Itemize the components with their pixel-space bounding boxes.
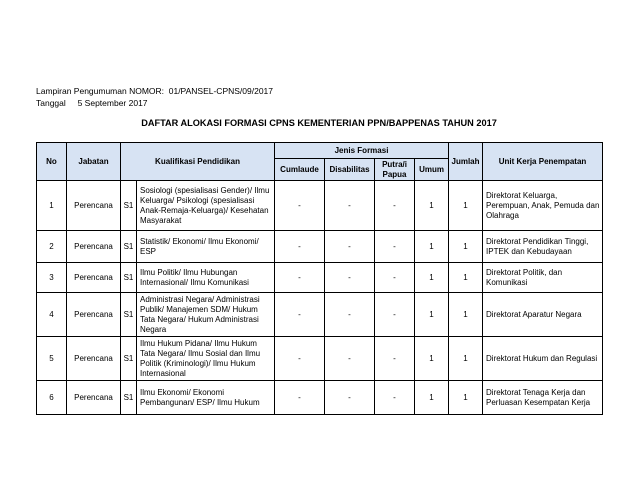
cell-jumlah: 1: [449, 231, 483, 263]
cell-no: 4: [37, 293, 67, 337]
cell-jenjang: S1: [121, 337, 137, 381]
cell-cumlaude: -: [275, 293, 325, 337]
cell-no: 3: [37, 263, 67, 293]
cell-unit: Direktorat Politik, dan Komunikasi: [483, 263, 603, 293]
col-header-putra-papua: Putra/i Papua: [375, 159, 415, 181]
announcement-number: Lampiran Pengumuman NOMOR: 01/PANSEL-CPNS/09/2017: [36, 86, 274, 96]
cell-disabilitas: -: [325, 381, 375, 415]
cell-disabilitas: -: [325, 231, 375, 263]
cell-jenjang: S1: [121, 293, 137, 337]
cell-jenjang: S1: [121, 263, 137, 293]
cell-umum: 1: [415, 181, 449, 231]
cell-putra-papua: -: [375, 293, 415, 337]
col-header-cumlaude: Cumlaude: [275, 159, 325, 181]
col-header-disabilitas: Disabilitas: [325, 159, 375, 181]
cell-cumlaude: -: [275, 263, 325, 293]
cell-cumlaude: -: [275, 181, 325, 231]
col-header-unit-kerja: Unit Kerja Penempatan: [483, 143, 603, 181]
cell-umum: 1: [415, 231, 449, 263]
cell-unit: Direktorat Tenaga Kerja dan Perluasan Kesempatan Kerja: [483, 381, 603, 415]
cell-putra-papua: -: [375, 231, 415, 263]
table-row: [37, 263, 603, 293]
cell-unit: Direktorat Pendidikan Tinggi, IPTEK dan Kebudayaan: [483, 231, 603, 263]
cell-unit: Direktorat Hukum dan Regulasi: [483, 337, 603, 381]
cell-jabatan: Perencana: [67, 231, 121, 263]
formation-table: [36, 142, 603, 415]
col-header-kualifikasi: Kualifikasi Pendidikan: [121, 143, 275, 181]
cell-jenjang: S1: [121, 381, 137, 415]
cell-jumlah: 1: [449, 293, 483, 337]
cell-jenjang: S1: [121, 181, 137, 231]
cell-cumlaude: -: [275, 381, 325, 415]
col-header-jabatan: Jabatan: [67, 143, 121, 181]
cell-no: 6: [37, 381, 67, 415]
cell-disabilitas: -: [325, 263, 375, 293]
cell-cumlaude: -: [275, 231, 325, 263]
cell-jabatan: Perencana: [67, 263, 121, 293]
cell-putra-papua: -: [375, 337, 415, 381]
cell-umum: 1: [415, 293, 449, 337]
cell-kualifikasi: Ilmu Ekonomi/ Ekonomi Pembangunan/ ESP/ Ilmu Hukum: [137, 381, 275, 415]
cell-disabilitas: -: [325, 337, 375, 381]
col-header-no: No: [37, 143, 67, 181]
cell-putra-papua: -: [375, 381, 415, 415]
cell-jabatan: Perencana: [67, 293, 121, 337]
cell-jumlah: 1: [449, 337, 483, 381]
table-row: [37, 293, 603, 337]
cell-kualifikasi: Ilmu Hukum Pidana/ Ilmu Hukum Tata Negara/ Ilmu Sosial dan Ilmu Politik (Kriminologi)/ Ilmu Hukum Internasional: [137, 337, 275, 381]
cell-jabatan: Perencana: [67, 337, 121, 381]
cell-jenjang: S1: [121, 231, 137, 263]
cell-jabatan: Perencana: [67, 381, 121, 415]
cell-jabatan: Perencana: [67, 181, 121, 231]
cell-putra-papua: -: [375, 181, 415, 231]
table-row: [37, 181, 603, 231]
cell-jumlah: 1: [449, 381, 483, 415]
table-row: [37, 381, 603, 415]
col-header-umum: Umum: [415, 159, 449, 181]
cell-putra-papua: -: [375, 263, 415, 293]
cell-kualifikasi: Ilmu Politik/ Ilmu Hubungan Internasional/ Ilmu Komunikasi: [137, 263, 275, 293]
cell-unit: Direktorat Aparatur Negara: [483, 293, 603, 337]
cell-disabilitas: -: [325, 293, 375, 337]
cell-jumlah: 1: [449, 263, 483, 293]
col-header-jenis-formasi: Jenis Formasi: [275, 143, 449, 159]
col-header-jumlah: Jumlah: [449, 143, 483, 181]
table-row: [37, 337, 603, 381]
table-row: [37, 231, 603, 263]
cell-kualifikasi: Statistik/ Ekonomi/ Ilmu Ekonomi/ ESP: [137, 231, 275, 263]
cell-no: 2: [37, 231, 67, 263]
cell-no: 5: [37, 337, 67, 381]
cell-disabilitas: -: [325, 181, 375, 231]
cell-jumlah: 1: [449, 181, 483, 231]
cell-umum: 1: [415, 381, 449, 415]
cell-kualifikasi: Administrasi Negara/ Administrasi Publik/ Manajemen SDM/ Hukum Tata Negara/ Hukum Administrasi Negara: [137, 293, 275, 337]
cell-cumlaude: -: [275, 337, 325, 381]
document-title: DAFTAR ALOKASI FORMASI CPNS KEMENTERIAN PPN/BAPPENAS TAHUN 2017: [141, 118, 497, 128]
cell-umum: 1: [415, 337, 449, 381]
cell-unit: Direktorat Keluarga, Perempuan, Anak, Pemuda dan Olahraga: [483, 181, 603, 231]
cell-kualifikasi: Sosiologi (spesialisasi Gender)/ Ilmu Keluarga/ Psikologi (spesialisasi Anak-Remaja-Keluarga)/ Kesehatan Masyarakat: [137, 181, 275, 231]
announcement-date: Tanggal 5 September 2017: [36, 98, 148, 108]
cell-no: 1: [37, 181, 67, 231]
cell-umum: 1: [415, 263, 449, 293]
